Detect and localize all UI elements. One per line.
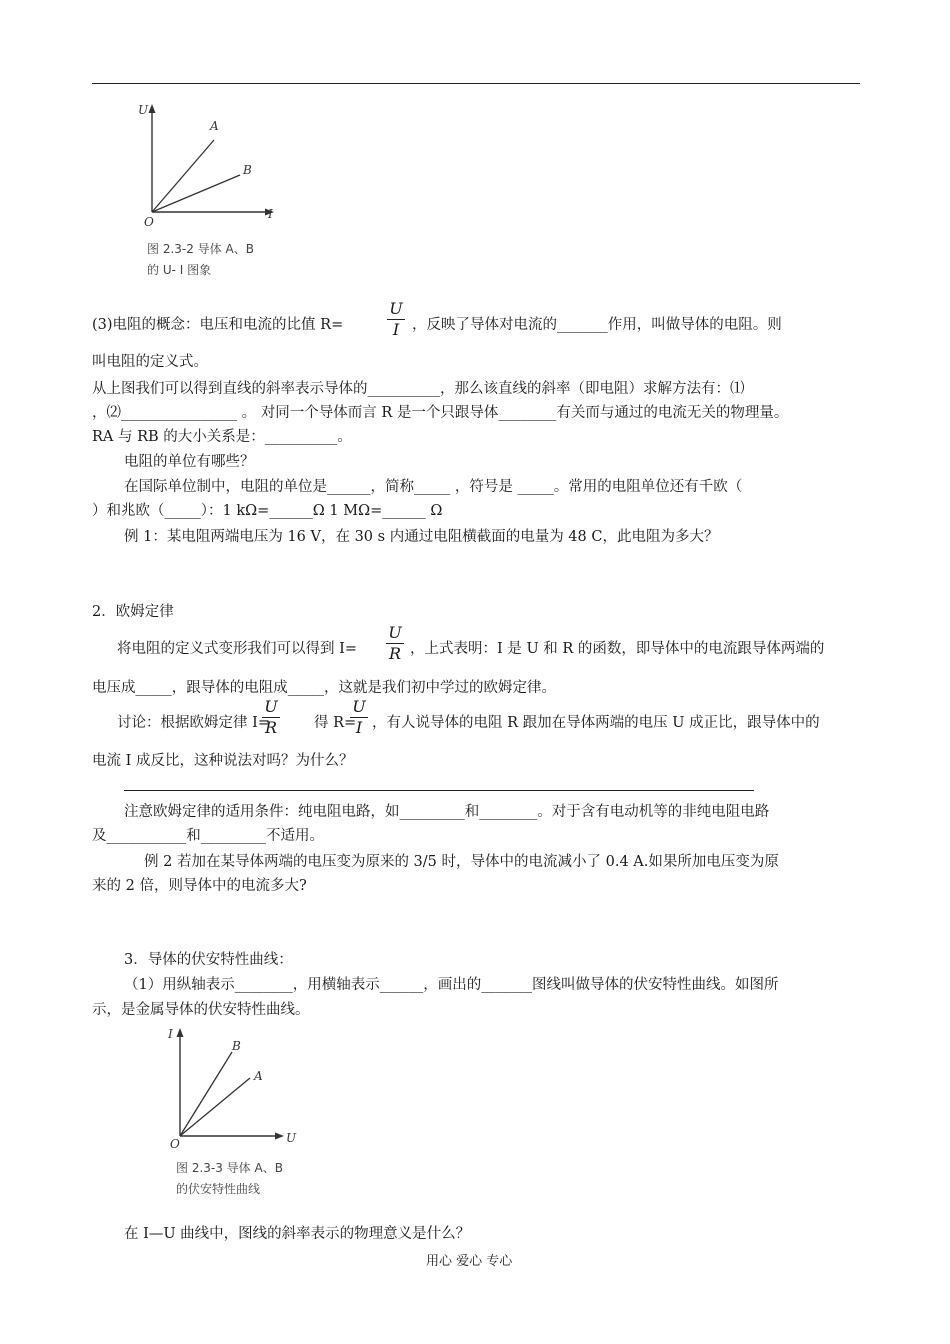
line-a [152, 140, 214, 212]
line-b-label: B [243, 163, 252, 177]
u-axis-label: U [138, 103, 149, 117]
fraction-denominator: R [388, 644, 402, 663]
discussion-text-a: 讨论：根据欧姆定律 I= [117, 715, 270, 731]
iu-graph-figure [160, 1022, 310, 1152]
figure-2-caption-1: 图 2.3-3 导体 A、B [176, 1161, 283, 1175]
fraction-denominator: I [392, 320, 400, 339]
ohms-law-fraction [386, 624, 404, 663]
line-b [152, 175, 240, 212]
fraction-numerator: U [389, 299, 403, 318]
i-axis-label: I [268, 207, 273, 221]
fraction-numerator: U [264, 697, 278, 716]
iv-curve-line-1: （1）用纵轴表示________，用横轴表示______，画出的_______图线叫做导体的伏安特性曲线。如图所 [124, 977, 779, 993]
discussion-text-c: ，有人说导体的电阻 R 跟加在导体两端的电压 U 成正比，跟导体中的 [372, 715, 820, 731]
figure-1-caption-1: 图 2.3-2 导体 A、B [147, 242, 254, 256]
origin-label: O [144, 215, 154, 229]
page-footer: 用心 爱心 专心 [426, 1254, 513, 1269]
ohms-law-heading: 2．欧姆定律 [92, 604, 174, 620]
ohms-law-text-a: 将电阻的定义式变形我们可以得到 I= [117, 641, 357, 657]
header-rule [92, 83, 860, 84]
fraction-numerator: U [352, 697, 366, 716]
applicability-line-2: 及___________和_________不适用。 [92, 828, 324, 844]
ui-graph-figure [130, 100, 290, 230]
ra-rb-line: RA 与 RB 的大小关系是：__________。 [92, 429, 352, 445]
units-question: 电阻的单位有哪些？ [124, 454, 255, 470]
line-a-label: A [254, 1069, 263, 1083]
iv-curve-line-2: 示，是金属导体的伏安特性曲线。 [92, 1002, 310, 1018]
ohms-law-blank-line: 电压成_____，跟导体的电阻成_____，这就是我们初中学过的欧姆定律。 [92, 680, 556, 696]
u-axis-arrow-icon [275, 1133, 284, 1140]
line-b [180, 1052, 232, 1136]
discussion-fraction-1 [262, 698, 280, 737]
figure-2-caption-2: 的伏安特性曲线 [176, 1182, 261, 1196]
line-a-label: A [210, 119, 219, 133]
unit-conversion-line: ）和兆欧（_____）：1 kΩ=______Ω 1 MΩ=______ Ω [92, 503, 443, 519]
discussion-text-b: 得 R= [314, 715, 357, 731]
line-b-label: B [232, 1039, 241, 1053]
example-2-line-2: 来的 2 倍，则导体中的电流多大? [92, 878, 307, 894]
figure-1-caption-2: 的 U- I 图象 [147, 263, 212, 277]
applicability-line: 注意欧姆定律的适用条件：纯电阻电路，如_________和________。对于含有电动机等的非纯电阻电路 [124, 804, 770, 820]
resistance-concept-text-a: (3)电阻的概念：电压和电流的比值 R= [92, 317, 344, 333]
definition-line: 叫电阻的定义式。 [92, 354, 208, 370]
si-unit-line: 在国际单位制中，电阻的单位是______，简称_____ ，符号是 _____。常用的电阻单位还有千欧（ [124, 479, 743, 495]
discussion-fraction-2 [350, 698, 368, 737]
i-axis-label: I [168, 1027, 173, 1041]
u-axis-arrow-icon [149, 104, 156, 113]
fraction-denominator: R [264, 718, 278, 737]
iv-curve-heading: 3．导体的伏安特性曲线： [124, 952, 293, 968]
method-line: ，⑵________________ 。 对同一个导体而言 R 是一个只跟导体________有关而与通过的电流无关的物理量。 [92, 405, 789, 421]
origin-label: O [170, 1137, 180, 1151]
u-axis-label: U [286, 1131, 297, 1145]
example-2-line-1: 例 2 若加在某导体两端的电压变为原来的 3/5 时，导体中的电流减小了 0.4 A.如果所加电压变为原 [144, 854, 779, 870]
slope-meaning-question: 在 I—U 曲线中，图线的斜率表示的物理意义是什么？ [124, 1226, 471, 1242]
resistance-concept-text-b: ，反映了导体对电流的_______作用，叫做导体的电阻。则 [412, 317, 782, 333]
example-1: 例 1：某电阻两端电压为 16 V，在 30 s 内通过电阻横截面的电量为 48 C，此电阻为多大？ [124, 529, 719, 545]
slope-line: 从上图我们可以得到直线的斜率表示导体的__________，那么该直线的斜率（即电阻）求解方法有：⑴ [92, 381, 745, 397]
line-a [180, 1078, 250, 1136]
resistance-fraction [387, 300, 405, 339]
ohms-law-text-b: ，上式表明：I 是 U 和 R 的函数，即导体中的电流跟导体两端的 [410, 641, 825, 657]
discussion-question: 电流 I 成反比，这种说法对吗？为什么？ [92, 753, 354, 769]
answer-line [124, 790, 754, 791]
i-axis-arrow-icon [177, 1028, 184, 1037]
fraction-numerator: U [388, 623, 402, 642]
fraction-denominator: I [355, 718, 363, 737]
